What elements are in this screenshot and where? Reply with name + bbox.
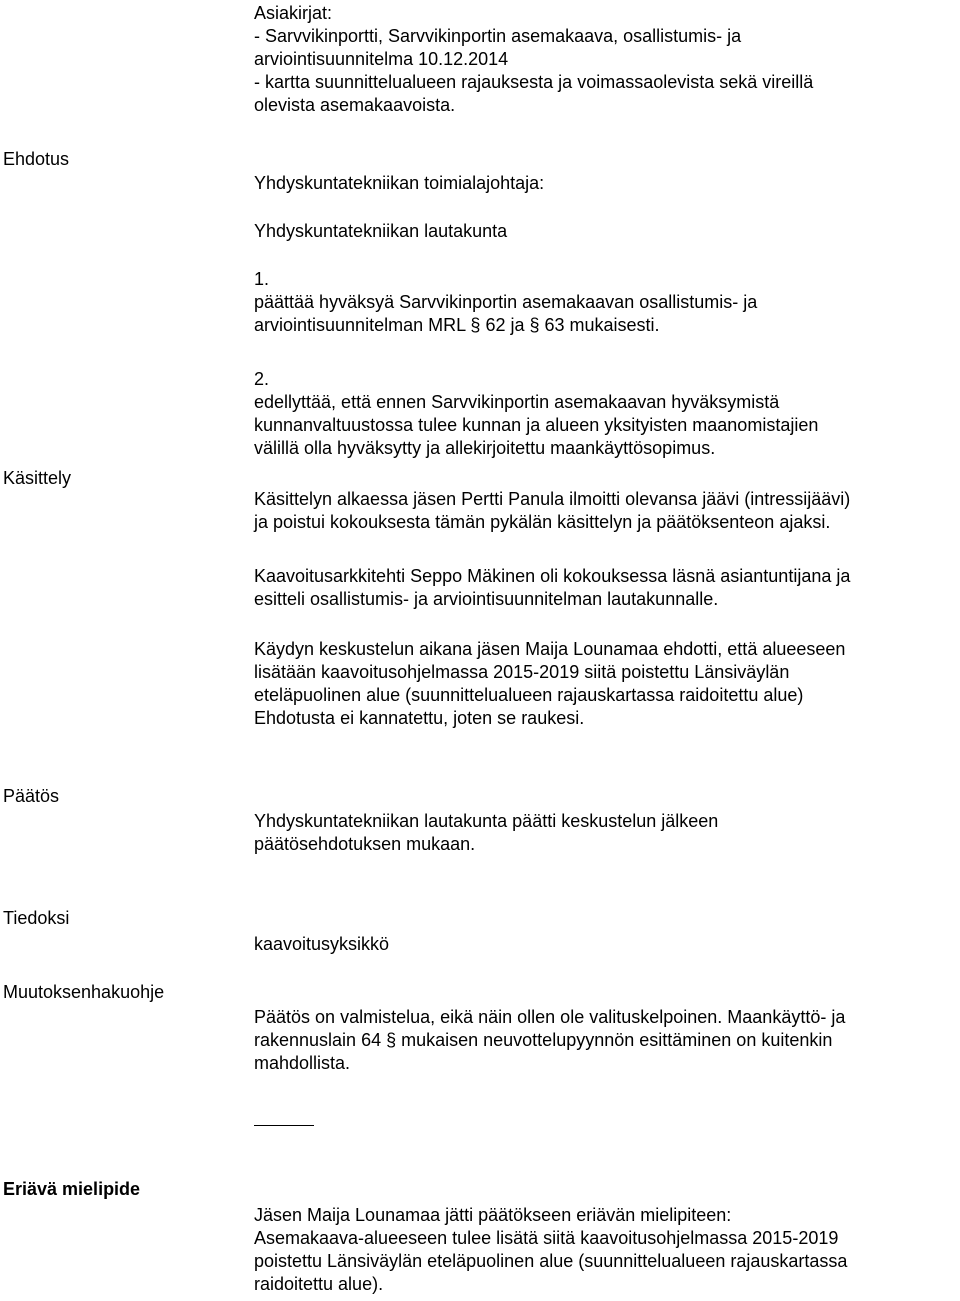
muutoksenhakuohje-text bbox=[254, 1006, 845, 1075]
section-label-kasittely: Käsittely bbox=[3, 468, 72, 488]
paragraph-line: poistettu Länsiväylän eteläpuolinen alue (suunnittelualueen rajauskartassa bbox=[254, 1251, 848, 1271]
section-label-eriava: Eriävä mielipide bbox=[3, 1179, 141, 1199]
item-text-line: päättää hyväksyä Sarvvikinportin asemakaavan osallistumis- ja bbox=[254, 292, 758, 312]
proposer: Yhdyskuntatekniikan toimialajohtaja: bbox=[254, 173, 545, 193]
paragraph-line: Jäsen Maija Lounamaa jätti päätökseen eriävän mielipiteen: bbox=[254, 1205, 732, 1225]
attachment-line: olevista asemakaavoista. bbox=[254, 95, 456, 115]
paragraph-line: Käsittelyn alkaessa jäsen Pertti Panula ilmoitti olevansa jäävi (intressijäävi) bbox=[254, 489, 851, 509]
section-label-paatos: Päätös bbox=[3, 786, 60, 806]
paragraph-line: lisätään kaavoitusohjelmassa 2015-2019 siitä poistettu Länsiväylän bbox=[254, 662, 790, 682]
paragraph-line: Ehdotusta ei kannatettu, joten se raukesi. bbox=[254, 708, 585, 728]
paragraph-line: Päätös on valmistelua, eikä näin ollen ole valituskelpoinen. Maankäyttö- ja bbox=[254, 1007, 846, 1027]
item-text-line: arviointisuunnitelman MRL § 62 ja § 63 mukaisesti. bbox=[254, 315, 660, 335]
item-text-line: välillä olla hyväksytty ja allekirjoitettu maankäyttösopimus. bbox=[254, 438, 716, 458]
paragraph-line: ja poistui kokouksesta tämän pykälän käsittelyn ja päätöksenteon ajaksi. bbox=[254, 512, 831, 532]
paragraph-line: Kaavoitusarkkitehti Seppo Mäkinen oli kokouksessa läsnä asiantuntijana ja bbox=[254, 566, 851, 586]
paragraph-line: raidoitettu alue). bbox=[254, 1274, 384, 1294]
item-number: 1. bbox=[254, 269, 270, 289]
attachment-line: - kartta suunnittelualueen rajauksesta ja voimassaolevista sekä vireillä bbox=[254, 72, 814, 92]
tiedoksi-recipient: kaavoitusyksikkö bbox=[254, 934, 390, 954]
paragraph-line: päätösehdotuksen mukaan. bbox=[254, 834, 476, 854]
attachments-heading: Asiakirjat: bbox=[254, 3, 333, 23]
attachment-line: - Sarvvikinportti, Sarvvikinportin asemakaava, osallistumis- ja bbox=[254, 26, 742, 46]
paragraph-line: Asemakaava-alueeseen tulee lisätä siitä kaavoitusohjelmassa 2015-2019 bbox=[254, 1228, 839, 1248]
separator-line bbox=[254, 1125, 314, 1126]
proposal-item-1 bbox=[254, 268, 757, 337]
section-label-ehdotus: Ehdotus bbox=[3, 149, 70, 169]
kasittely-paragraph-2 bbox=[254, 565, 850, 611]
kasittely-paragraph-3 bbox=[254, 638, 845, 730]
item-text-line: kunnanvaltuustossa tulee kunnan ja alueen yksityisten maanomistajien bbox=[254, 415, 819, 435]
kasittely-paragraph-1 bbox=[254, 488, 850, 534]
paragraph-line: mahdollista. bbox=[254, 1053, 351, 1073]
paatos-text bbox=[254, 810, 718, 856]
proposal-item-2 bbox=[254, 368, 818, 460]
paragraph-line: Yhdyskuntatekniikan lautakunta päätti keskustelun jälkeen bbox=[254, 811, 719, 831]
item-number: 2. bbox=[254, 369, 270, 389]
attachment-line: arviointisuunnitelma 10.12.2014 bbox=[254, 49, 509, 69]
paragraph-line: rakennuslain 64 § mukaisen neuvottelupyynnön esittäminen on kuitenkin bbox=[254, 1030, 833, 1050]
attachments-list bbox=[254, 2, 813, 117]
committee: Yhdyskuntatekniikan lautakunta bbox=[254, 221, 508, 241]
paragraph-line: eteläpuolinen alue (suunnittelualueen rajauskartassa raidoitettu alue) bbox=[254, 685, 804, 705]
item-text-line: edellyttää, että ennen Sarvvikinportin asemakaavan hyväksymistä bbox=[254, 392, 780, 412]
paragraph-line: esitteli osallistumis- ja arviointisuunnitelman lautakunnalle. bbox=[254, 589, 719, 609]
section-label-muutoksenhakuohje: Muutoksenhakuohje bbox=[3, 982, 165, 1002]
section-label-tiedoksi: Tiedoksi bbox=[3, 908, 70, 928]
paragraph-line: Käydyn keskustelun aikana jäsen Maija Lounamaa ehdotti, että alueeseen bbox=[254, 639, 846, 659]
eriava-text bbox=[254, 1204, 847, 1296]
